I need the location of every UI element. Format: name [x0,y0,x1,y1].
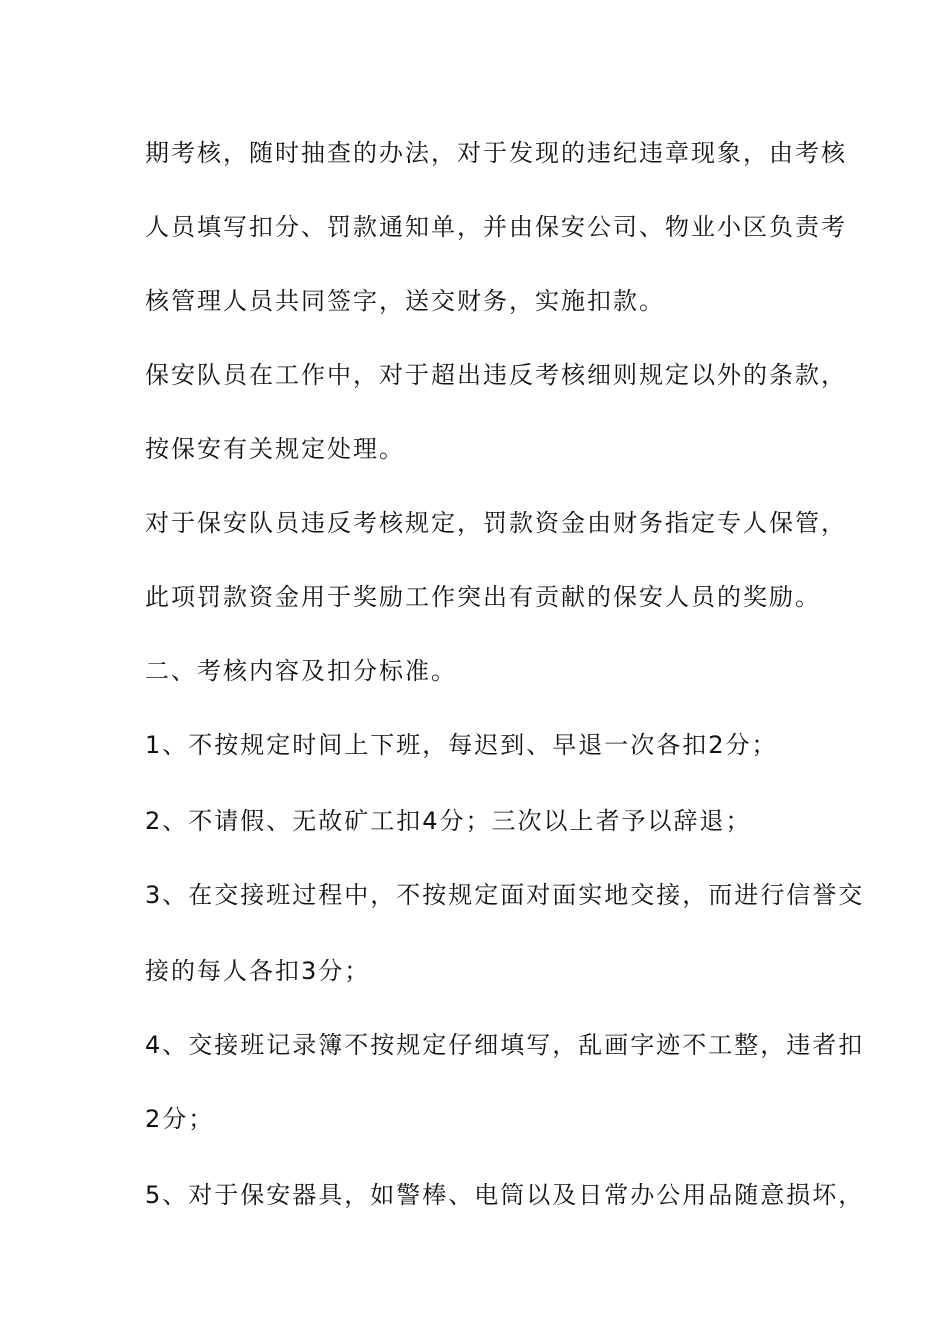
list-item: 4、交接班记录簿不按规定仔细填写，乱画字迹不工整，违者扣 [145,1031,865,1059]
text-line: 对于保安队员违反考核规定，罚款资金由财务指定专人保管， [145,509,847,537]
list-item: 2、不请假、无故矿工扣4分；三次以上者予以辞退； [145,807,752,835]
list-item: 5、对于保安器具，如警棒、电筒以及日常办公用品随意损坏， [145,1181,865,1209]
section-heading: 二、考核内容及扣分标准。 [145,657,457,685]
list-item-continuation: 2分； [145,1105,215,1133]
text-line: 保安队员在工作中，对于超出违反考核细则规定以外的条款， [145,361,847,389]
text-line: 按保安有关规定处理。 [145,435,405,463]
text-line: 核管理人员共同签字，送交财务，实施扣款。 [145,287,665,315]
list-item: 3、在交接班过程中，不按规定面对面实地交接，而进行信誉交 [145,881,865,909]
text-line: 人员填写扣分、罚款通知单，并由保安公司、物业小区负责考 [145,213,847,241]
text-line: 此项罚款资金用于奖励工作突出有贡献的保安人员的奖励。 [145,583,821,611]
list-item-continuation: 接的每人各扣3分； [145,957,371,985]
list-item: 1、不按规定时间上下班，每迟到、早退一次各扣2分； [145,731,778,759]
text-line: 期考核，随时抽查的办法，对于发现的违纪违章现象，由考核 [145,139,847,167]
